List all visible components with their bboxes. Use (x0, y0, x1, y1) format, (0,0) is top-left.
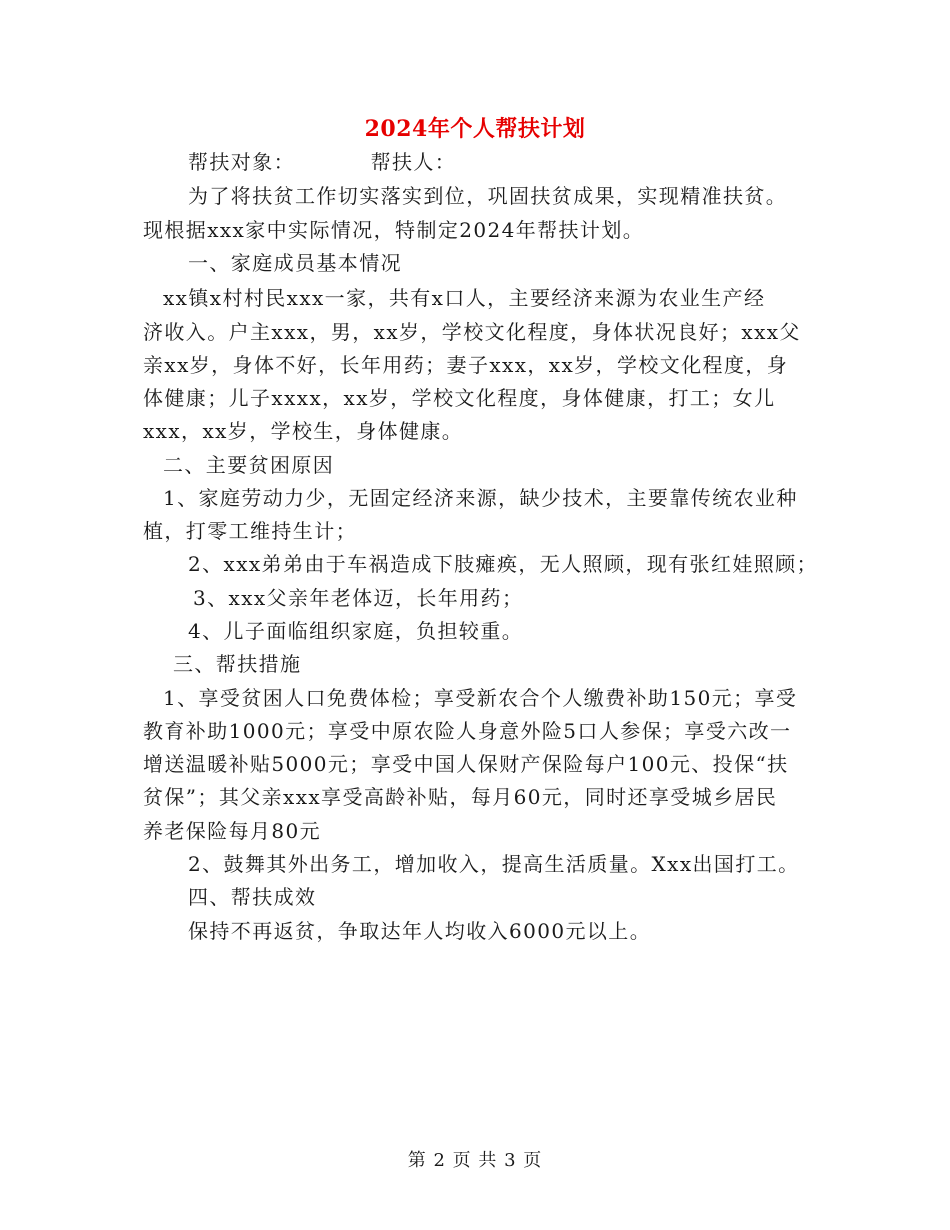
family-paragraph-line: 亲xx岁，身体不好，长年用药；妻子xxx，xx岁，学校文化程度，身 (143, 353, 789, 377)
family-paragraph-line: xx镇x村村民xxx一家，共有x口人，主要经济来源为农业生产经 (163, 286, 766, 310)
section-heading-measures: 三、帮扶措施 (173, 652, 302, 676)
measures-list-item: 2、鼓舞其外出务工，增加收入，提高生活质量。Xxx出国打工。 (188, 852, 800, 876)
page-number-footer: 第 2 页 共 3 页 (407, 1150, 543, 1171)
section-heading-family: 一、家庭成员基本情况 (188, 251, 402, 275)
causes-list-item: 4、儿子面临组织家庭，负担较重。 (188, 619, 524, 643)
intro-paragraph-line: 为了将扶贫工作切实落实到位，巩固扶贫成果，实现精准扶贫。 (188, 184, 788, 208)
causes-list-item: 植，打零工维持生计； (143, 519, 357, 543)
causes-list-item: 1、家庭劳动力少，无固定经济来源，缺少技术，主要靠传统农业种 (163, 486, 798, 510)
measures-list-item: 教育补助1000元；享受中原农险人身意外险5口人参保；享受六改一 (143, 719, 792, 743)
family-paragraph-line: 济收入。户主xxx，男，xx岁，学校文化程度，身体状况良好；xxx父 (143, 320, 801, 344)
measures-list-item: 贫保”；其父亲xxx享受高龄补贴，每月60元，同时还享受城乡居民 (143, 785, 778, 809)
document-title: 2024年个人帮扶计划 (364, 116, 586, 142)
results-paragraph-line: 保持不再返贫，争取达年人均收入6000元以上。 (188, 919, 652, 943)
measures-list-item: 养老保险每月80元 (143, 819, 322, 843)
target-and-helper-line: 帮扶对象： 帮扶人： (188, 150, 457, 174)
section-heading-results: 四、帮扶成效 (188, 885, 317, 909)
intro-paragraph-line: 现根据xxx家中实际情况，特制定2024年帮扶计划。 (143, 218, 645, 242)
measures-list-item: 1、享受贫困人口免费体检；享受新农合个人缴费补助150元；享受 (163, 686, 798, 710)
measures-list-item: 增送温暖补贴5000元；享受中国人保财产保险每户100元、投保“扶 (143, 752, 789, 776)
section-heading-causes: 二、主要贫困原因 (163, 453, 335, 477)
causes-list-item: 2、xxx弟弟由于车祸造成下肢瘫痪，无人照顾，现有张红娃照顾； (188, 552, 818, 576)
family-paragraph-line: 体健康；儿子xxxx，xx岁，学校文化程度，身体健康，打工；女儿 (143, 386, 776, 410)
family-paragraph-line: xxx，xx岁，学校生，身体健康。 (143, 419, 464, 443)
causes-list-item: 3、xxx父亲年老体迈，长年用药； (193, 586, 524, 610)
